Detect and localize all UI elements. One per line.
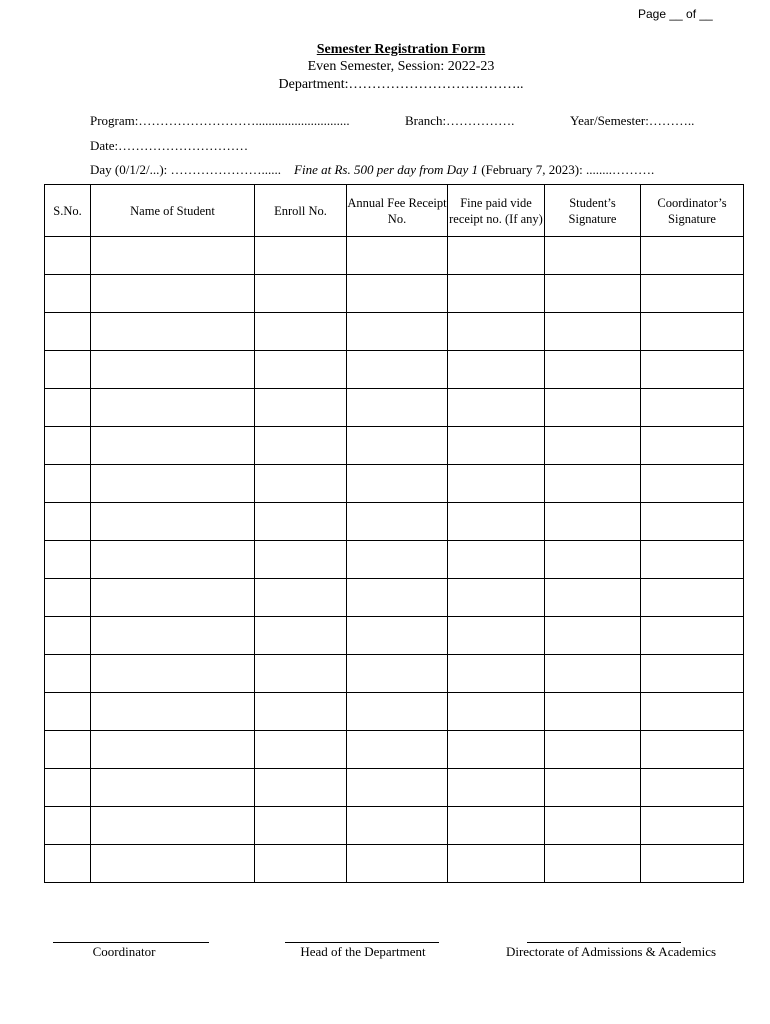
cell-enroll[interactable]	[255, 807, 347, 845]
cell-name[interactable]	[91, 579, 255, 617]
table-row	[45, 693, 744, 731]
cell-name[interactable]	[91, 655, 255, 693]
cell-name[interactable]	[91, 693, 255, 731]
day-label: Day (0/1/2/...): …………………......	[90, 162, 282, 177]
cell-fine-receipt[interactable]	[448, 275, 545, 313]
cell-sno[interactable]	[45, 845, 91, 883]
cell-coordinator-signature[interactable]	[641, 617, 744, 655]
cell-fee-receipt[interactable]	[347, 731, 448, 769]
cell-student-signature[interactable]	[545, 503, 641, 541]
cell-student-signature[interactable]	[545, 845, 641, 883]
cell-name[interactable]	[91, 503, 255, 541]
col-header-fee-receipt: Annual Fee Receipt No.	[347, 185, 448, 237]
cell-fine-receipt[interactable]	[448, 389, 545, 427]
cell-name[interactable]	[91, 389, 255, 427]
cell-fine-receipt[interactable]	[448, 769, 545, 807]
cell-sno[interactable]	[45, 541, 91, 579]
department-field[interactable]: Department:………………………………..	[278, 77, 524, 92]
form-header	[0, 42, 770, 94]
cell-name[interactable]	[91, 427, 255, 465]
cell-student-signature[interactable]	[545, 427, 641, 465]
cell-fine-receipt[interactable]	[448, 313, 545, 351]
cell-enroll[interactable]	[255, 617, 347, 655]
col-header-fine-receipt: Fine paid vide receipt no. (If any)	[448, 185, 545, 237]
cell-enroll[interactable]	[255, 351, 347, 389]
cell-sno[interactable]	[45, 503, 91, 541]
coordinator-label: Coordinator	[92, 944, 156, 959]
table-row	[45, 465, 744, 503]
table-row	[45, 351, 744, 389]
cell-coordinator-signature[interactable]	[641, 503, 744, 541]
cell-enroll[interactable]	[255, 579, 347, 617]
table-row	[45, 275, 744, 313]
cell-fine-receipt[interactable]	[448, 693, 545, 731]
cell-student-signature[interactable]	[545, 351, 641, 389]
cell-sno[interactable]	[45, 807, 91, 845]
cell-coordinator-signature[interactable]	[641, 579, 744, 617]
cell-fine-receipt[interactable]	[448, 845, 545, 883]
cell-coordinator-signature[interactable]	[641, 275, 744, 313]
cell-fee-receipt[interactable]	[347, 427, 448, 465]
program-field[interactable]: Program:……………………….............................	[90, 113, 350, 128]
cell-enroll[interactable]	[255, 313, 347, 351]
cell-student-signature[interactable]	[545, 237, 641, 275]
cell-name[interactable]	[91, 807, 255, 845]
cell-sno[interactable]	[45, 427, 91, 465]
cell-name[interactable]	[91, 237, 255, 275]
cell-coordinator-signature[interactable]	[641, 389, 744, 427]
date-field[interactable]: Date:…………………………	[90, 138, 249, 153]
cell-enroll[interactable]	[255, 541, 347, 579]
col-header-sno: S.No.	[45, 185, 91, 237]
cell-student-signature[interactable]	[545, 655, 641, 693]
cell-enroll[interactable]	[255, 845, 347, 883]
registration-table	[44, 184, 744, 883]
cell-sno[interactable]	[45, 237, 91, 275]
table-row	[45, 769, 744, 807]
year-semester-field[interactable]: Year/Semester:………..	[570, 113, 695, 128]
cell-student-signature[interactable]	[545, 275, 641, 313]
cell-fee-receipt[interactable]	[347, 351, 448, 389]
cell-fine-receipt[interactable]	[448, 237, 545, 275]
cell-enroll[interactable]	[255, 731, 347, 769]
hod-label: Head of the Department	[300, 944, 426, 959]
table-header-row	[45, 185, 744, 237]
cell-coordinator-signature[interactable]	[641, 427, 744, 465]
cell-fee-receipt[interactable]	[347, 769, 448, 807]
cell-enroll[interactable]	[255, 427, 347, 465]
table-row	[45, 503, 744, 541]
cell-sno[interactable]	[45, 693, 91, 731]
cell-fee-receipt[interactable]	[347, 465, 448, 503]
cell-fee-receipt[interactable]	[347, 313, 448, 351]
cell-sno[interactable]	[45, 275, 91, 313]
cell-fine-receipt[interactable]	[448, 465, 545, 503]
coordinator-signature-line	[53, 942, 209, 943]
table-row	[45, 237, 744, 275]
cell-name[interactable]	[91, 769, 255, 807]
cell-coordinator-signature[interactable]	[641, 769, 744, 807]
table-row	[45, 427, 744, 465]
cell-student-signature[interactable]	[545, 465, 641, 503]
cell-fine-receipt[interactable]	[448, 351, 545, 389]
table-row	[45, 807, 744, 845]
cell-student-signature[interactable]	[545, 313, 641, 351]
cell-fine-receipt[interactable]	[448, 617, 545, 655]
cell-sno[interactable]	[45, 389, 91, 427]
cell-name[interactable]	[91, 275, 255, 313]
table-row	[45, 389, 744, 427]
cell-fine-receipt[interactable]	[448, 427, 545, 465]
cell-name[interactable]	[91, 351, 255, 389]
cell-sno[interactable]	[45, 579, 91, 617]
session-subtitle: Even Semester, Session: 2022-23	[307, 59, 495, 74]
cell-student-signature[interactable]	[545, 389, 641, 427]
directorate-label: Directorate of Admissions & Academics	[505, 944, 717, 959]
cell-enroll[interactable]	[255, 693, 347, 731]
cell-fine-receipt[interactable]	[448, 541, 545, 579]
cell-fee-receipt[interactable]	[347, 579, 448, 617]
fine-date-note: (February 7, 2023): ........……….	[478, 162, 655, 177]
cell-name[interactable]	[91, 845, 255, 883]
form-title: Semester Registration Form	[316, 42, 486, 57]
fine-note: Fine at Rs. 500 per day from Day 1	[294, 162, 479, 177]
cell-sno[interactable]	[45, 655, 91, 693]
cell-coordinator-signature[interactable]	[641, 731, 744, 769]
table-row	[45, 617, 744, 655]
cell-sno[interactable]	[45, 465, 91, 503]
cell-sno[interactable]	[45, 769, 91, 807]
col-header-student-signature: Student’s Signature	[545, 185, 641, 237]
cell-coordinator-signature[interactable]	[641, 237, 744, 275]
table-row	[45, 579, 744, 617]
cell-fine-receipt[interactable]	[448, 807, 545, 845]
cell-coordinator-signature[interactable]	[641, 541, 744, 579]
cell-enroll[interactable]	[255, 389, 347, 427]
cell-fee-receipt[interactable]	[347, 389, 448, 427]
cell-fee-receipt[interactable]	[347, 237, 448, 275]
cell-name[interactable]	[91, 541, 255, 579]
cell-fee-receipt[interactable]	[347, 503, 448, 541]
cell-enroll[interactable]	[255, 275, 347, 313]
cell-student-signature[interactable]	[545, 579, 641, 617]
cell-coordinator-signature[interactable]	[641, 655, 744, 693]
cell-student-signature[interactable]	[545, 693, 641, 731]
table-row	[45, 731, 744, 769]
table-row	[45, 655, 744, 693]
page-number: Page __ of __	[638, 7, 713, 21]
cell-fine-receipt[interactable]	[448, 655, 545, 693]
cell-coordinator-signature[interactable]	[641, 693, 744, 731]
cell-sno[interactable]	[45, 617, 91, 655]
cell-name[interactable]	[91, 731, 255, 769]
cell-fee-receipt[interactable]	[347, 693, 448, 731]
table-row	[45, 313, 744, 351]
cell-coordinator-signature[interactable]	[641, 807, 744, 845]
hod-signature-line	[285, 942, 439, 943]
cell-fee-receipt[interactable]	[347, 275, 448, 313]
cell-student-signature[interactable]	[545, 541, 641, 579]
col-header-coordinator-signature: Coordinator’s Signature	[641, 185, 744, 237]
cell-fine-receipt[interactable]	[448, 579, 545, 617]
cell-name[interactable]	[91, 617, 255, 655]
cell-student-signature[interactable]	[545, 807, 641, 845]
cell-coordinator-signature[interactable]	[641, 351, 744, 389]
cell-fee-receipt[interactable]	[347, 617, 448, 655]
cell-enroll[interactable]	[255, 769, 347, 807]
cell-sno[interactable]	[45, 731, 91, 769]
cell-enroll[interactable]	[255, 465, 347, 503]
cell-fee-receipt[interactable]	[347, 807, 448, 845]
col-header-name: Name of Student	[91, 185, 255, 237]
cell-enroll[interactable]	[255, 237, 347, 275]
cell-fee-receipt[interactable]	[347, 845, 448, 883]
branch-field[interactable]: Branch:…………….	[405, 113, 515, 128]
cell-name[interactable]	[91, 465, 255, 503]
cell-fee-receipt[interactable]	[347, 655, 448, 693]
cell-student-signature[interactable]	[545, 617, 641, 655]
cell-sno[interactable]	[45, 351, 91, 389]
cell-coordinator-signature[interactable]	[641, 465, 744, 503]
cell-coordinator-signature[interactable]	[641, 313, 744, 351]
table-row	[45, 541, 744, 579]
cell-sno[interactable]	[45, 313, 91, 351]
directorate-signature-line	[527, 942, 681, 943]
cell-enroll[interactable]	[255, 655, 347, 693]
cell-enroll[interactable]	[255, 503, 347, 541]
cell-student-signature[interactable]	[545, 731, 641, 769]
cell-student-signature[interactable]	[545, 769, 641, 807]
day-field[interactable]	[90, 162, 654, 178]
cell-fine-receipt[interactable]	[448, 503, 545, 541]
col-header-enroll: Enroll No.	[255, 185, 347, 237]
cell-fee-receipt[interactable]	[347, 541, 448, 579]
cell-fine-receipt[interactable]	[448, 731, 545, 769]
table-row	[45, 845, 744, 883]
cell-coordinator-signature[interactable]	[641, 845, 744, 883]
cell-name[interactable]	[91, 313, 255, 351]
